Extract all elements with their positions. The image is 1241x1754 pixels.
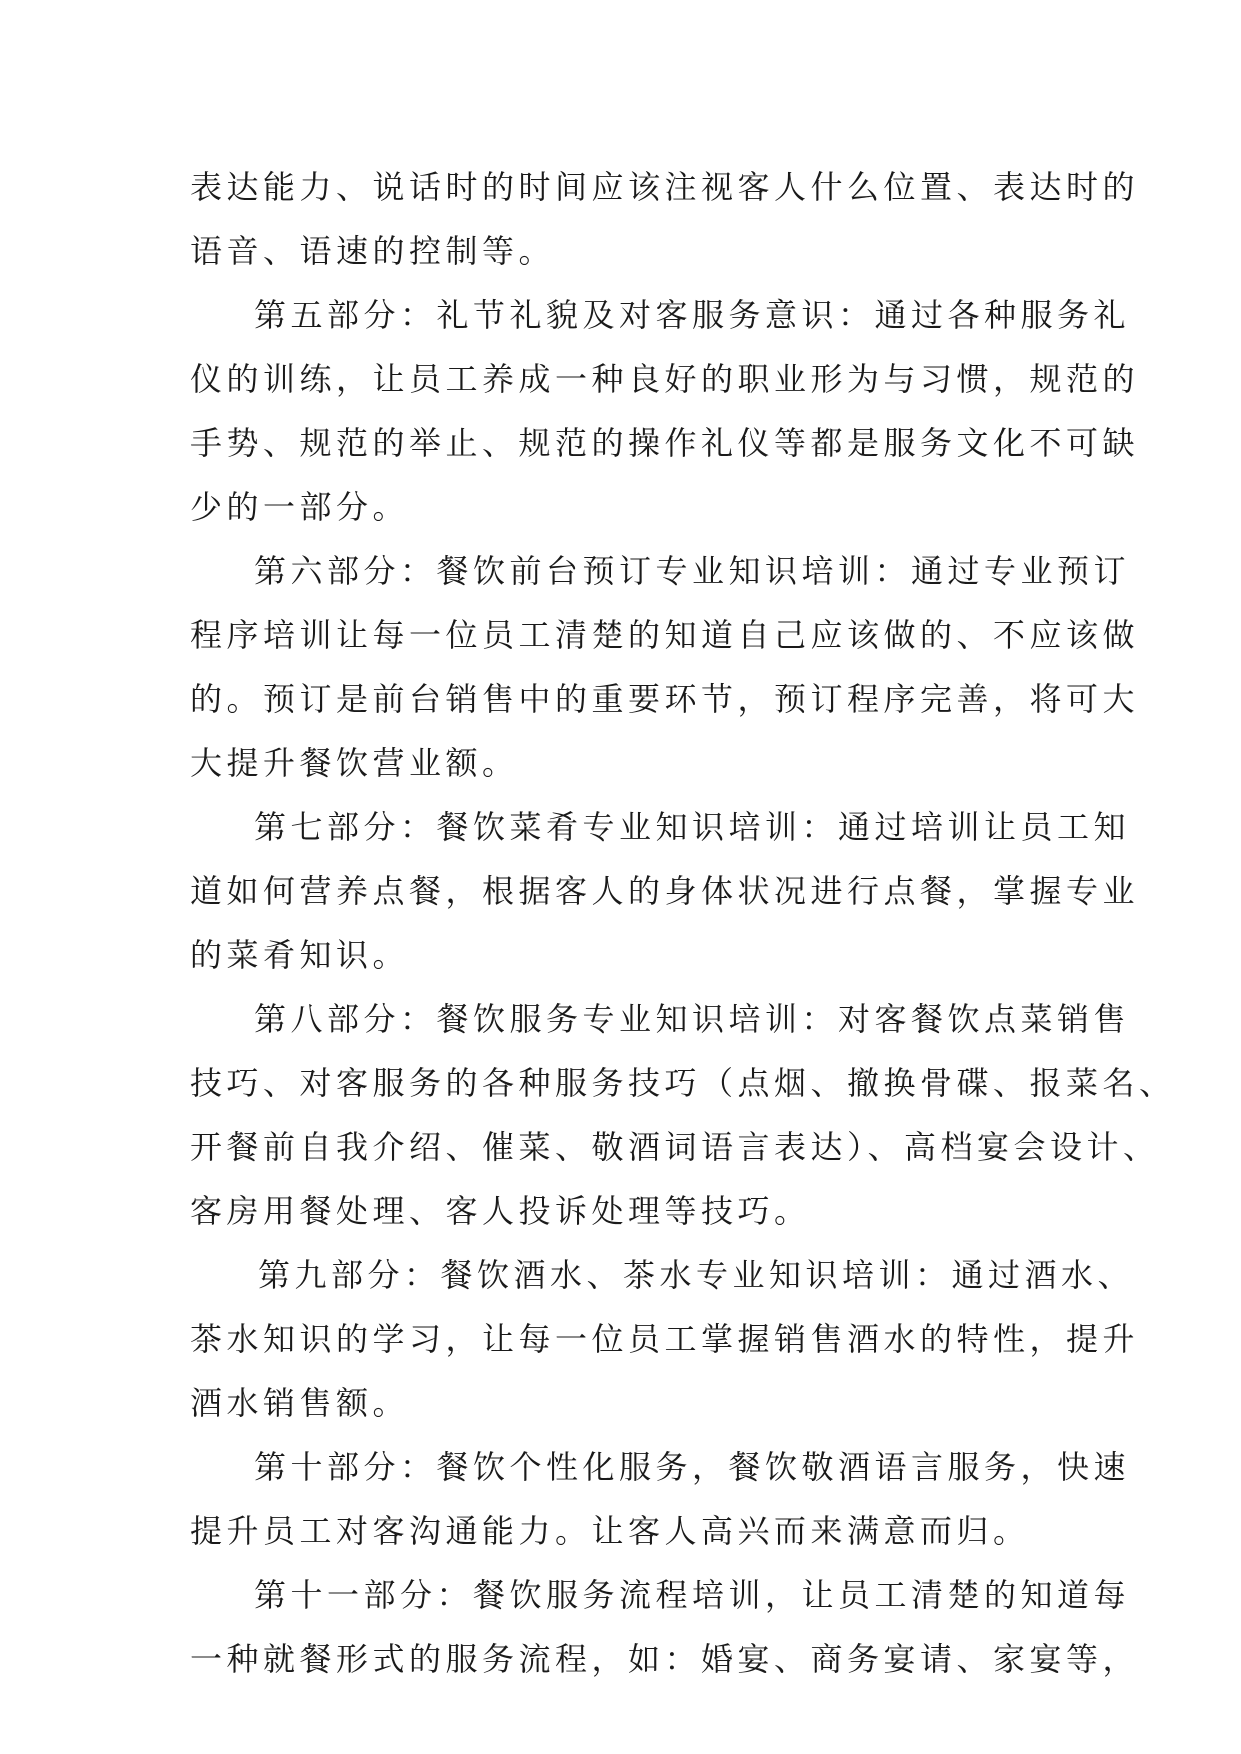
text-line: 提升员工对客沟通能力。让客人高兴而来满意而归。 (190, 1512, 1030, 1550)
text-line: 语音、语速的控制等。 (190, 232, 556, 270)
paragraph-start-line: 第十一部分：餐饮服务流程培训，让员工清楚的知道每 (254, 1576, 1131, 1614)
text-line: 茶水知识的学习，让每一位员工掌握销售酒水的特性，提升 (190, 1320, 1140, 1358)
body-text (190, 155, 1176, 1691)
text-line: 表达能力、说话时的时间应该注视客人什么位置、表达时的 (190, 168, 1140, 206)
paragraph-start-line: 第五部分：礼节礼貌及对客服务意识：通过各种服务礼 (254, 296, 1131, 334)
text-line: 道如何营养点餐，根据客人的身体状况进行点餐，掌握专业 (190, 872, 1140, 910)
paragraph-start-line: 第九部分：餐饮酒水、茶水专业知识培训：通过酒水、 (258, 1256, 1135, 1294)
text-line: 开餐前自我介绍、催菜、敬酒词语言表达）、高档宴会设计、 (190, 1128, 1160, 1166)
paragraph-start-line: 第七部分：餐饮菜肴专业知识培训：通过培训让员工知 (254, 808, 1131, 846)
text-line: 一种就餐形式的服务流程，如：婚宴、商务宴请、家宴等， (190, 1640, 1140, 1678)
text-line: 客房用餐处理、客人投诉处理等技巧。 (190, 1192, 811, 1230)
text-line: 手势、规范的举止、规范的操作礼仪等都是服务文化不可缺 (190, 424, 1140, 462)
paragraph-start-line: 第八部分：餐饮服务专业知识培训：对客餐饮点菜销售 (254, 1000, 1131, 1038)
paragraph-start-line: 第十部分：餐饮个性化服务，餐饮敬酒语言服务，快速 (254, 1448, 1131, 1486)
text-line: 技巧、对客服务的各种服务技巧（点烟、撤换骨碟、报菜名、 (190, 1064, 1176, 1102)
text-line: 酒水销售额。 (190, 1384, 410, 1422)
text-line: 少的一部分。 (190, 488, 410, 526)
text-line: 的。预订是前台销售中的重要环节，预订程序完善，将可大 (190, 680, 1140, 718)
text-line: 程序培训让每一位员工清楚的知道自己应该做的、不应该做 (190, 616, 1140, 654)
text-line: 仪的训练，让员工养成一种良好的职业形为与习惯，规范的 (190, 360, 1140, 398)
text-line: 的菜肴知识。 (190, 936, 410, 974)
text-line: 大提升餐饮营业额。 (190, 744, 519, 782)
paragraph-start-line: 第六部分：餐饮前台预订专业知识培训：通过专业预订 (254, 552, 1131, 590)
